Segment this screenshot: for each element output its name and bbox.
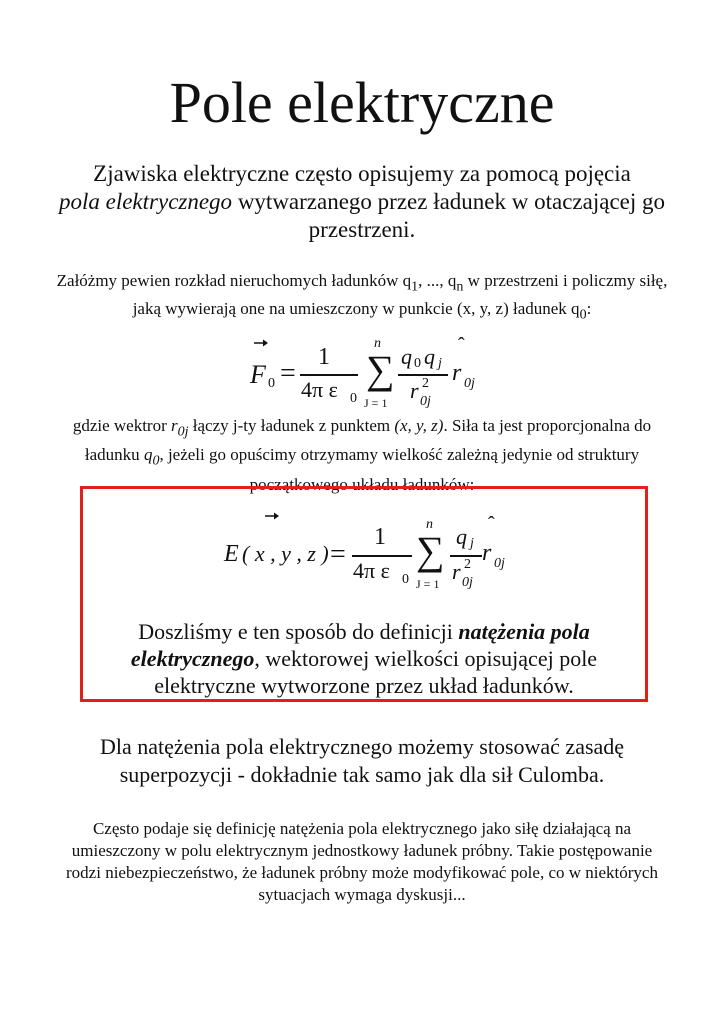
- field-args: ( x , y , z ): [242, 541, 329, 566]
- superposition-paragraph: Dla natężenia pola elektrycznego możemy stosować zasadę superpozycji - dokładnie tak samo jak dla sił Culomba.: [99, 734, 625, 787]
- field-unit-r: r: [482, 540, 492, 566]
- field-frac-denominator: 4π ε: [353, 558, 390, 583]
- assume-text-4: :: [586, 299, 592, 319]
- force-frac-numerator: 1: [318, 344, 330, 370]
- definition-text-1: Doszliśmy e ten sposób do definicji: [138, 619, 459, 644]
- explain-r-sub: 0j: [177, 424, 189, 440]
- force-frac-line: [300, 374, 358, 376]
- field-equals: =: [330, 539, 346, 570]
- field-sum-bottom: J = 1: [416, 577, 440, 591]
- force-unit-r: r: [452, 360, 462, 386]
- field-frac-numerator: 1: [374, 524, 386, 550]
- force-frac-den-sub: 0: [350, 391, 357, 406]
- assume-sub-1: 1: [411, 279, 419, 295]
- field-sum-top: n: [426, 517, 433, 532]
- definition-strong: natężenia pola elektrycznego: [130, 619, 590, 671]
- intro-paragraph: [50, 160, 674, 244]
- assume-sub-0: 0: [579, 307, 587, 323]
- explain-q: q: [143, 445, 153, 465]
- force-unit-hat-icon: ˆ: [458, 334, 465, 356]
- assume-sub-n: n: [456, 279, 464, 295]
- explain-text-4: , jeżeli go opuścimy otrzymamy wielkość zależną jedynie od struktury początkowego układu ładunków:: [159, 445, 640, 494]
- definition-text-2: , wektorowej wielkości opisującej pole elektryczne wytworzone przez układ ładunków.: [154, 646, 598, 698]
- force-den-r-sub: 0j: [420, 394, 431, 409]
- field-den-r-sub: 0j: [462, 575, 473, 590]
- force-den-r-sup: 2: [422, 376, 429, 391]
- explain-q-sub: 0: [152, 453, 160, 469]
- field-den-r: r: [452, 559, 461, 584]
- field-frac-den-sub: 0: [402, 572, 409, 587]
- force-equals: =: [280, 358, 296, 389]
- force-num-qj: q: [424, 344, 435, 369]
- force-unit-r-sub: 0j: [464, 376, 475, 391]
- assume-text-3: w przestrzeni i policzmy siłę, jaką wywierają one na umieszczony w punkcie (x, y, z) ładunek q: [132, 271, 668, 319]
- force-sum-symbol: ∑: [366, 347, 395, 392]
- force-num-qj-sub: j: [438, 356, 442, 371]
- force-den-r: r: [410, 378, 419, 403]
- explain-r: r: [171, 416, 178, 435]
- explain-text-1: gdzie wektror: [72, 416, 171, 435]
- force-subscript: 0: [268, 376, 275, 391]
- force-num-q0: q: [401, 344, 412, 369]
- assume-text-2: , ..., q: [418, 271, 457, 290]
- explain-text-3: . Siła ta jest proporcjonalna do ładunku: [84, 416, 652, 465]
- explanation-paragraph: [60, 414, 664, 496]
- field-unit-r-sub: 0j: [494, 556, 505, 571]
- field-num-qj: q: [456, 524, 467, 549]
- assume-text-1: Załóżmy pewien rozkład nieruchomych ładunków q: [56, 271, 412, 290]
- note-paragraph: Często podaje się definicję natężenia pola elektrycznego jako siłę działającą na umieszczony w polu elektrycznym jednostkowy ładunek próbny. Takie postępowanie rodzi niebezpieczeństwo, że ładunek próbny może modyfikować pole, co w niektórych sytuacjach wymaga dyskusji...: [66, 819, 658, 904]
- field-unit-hat-icon: ˆ: [488, 513, 495, 535]
- force-vector-arrow-icon: [254, 338, 268, 348]
- force-sum-top: n: [374, 336, 381, 351]
- intro-emphasis: pola elektrycznego: [58, 189, 233, 214]
- field-sum-symbol: ∑: [416, 528, 445, 573]
- field-den-r-sup: 2: [464, 557, 471, 572]
- field-num-qj-sub: j: [470, 536, 474, 551]
- explain-text-2: łączy j-ty ładunek z punktem: [188, 416, 395, 435]
- page-title: Pole elektryczne: [169, 70, 555, 135]
- explain-point: (x, y, z): [394, 416, 444, 435]
- force-symbol: F: [250, 360, 266, 389]
- force-ratio-line: [398, 374, 448, 376]
- definition-text: [90, 618, 638, 699]
- field-symbol: E: [224, 541, 239, 567]
- force-frac-denominator: 4π ε: [301, 377, 338, 402]
- intro-text-2: wytwarzanego przez ładunek w otaczającej go przestrzeni.: [232, 189, 665, 242]
- assumption-paragraph: [55, 270, 669, 327]
- intro-text-1: Zjawiska elektryczne często opisujemy za pomocą pojęcia: [93, 161, 631, 186]
- force-sum-bottom: J = 1: [364, 396, 388, 410]
- force-num-q0-sub: 0: [414, 356, 421, 371]
